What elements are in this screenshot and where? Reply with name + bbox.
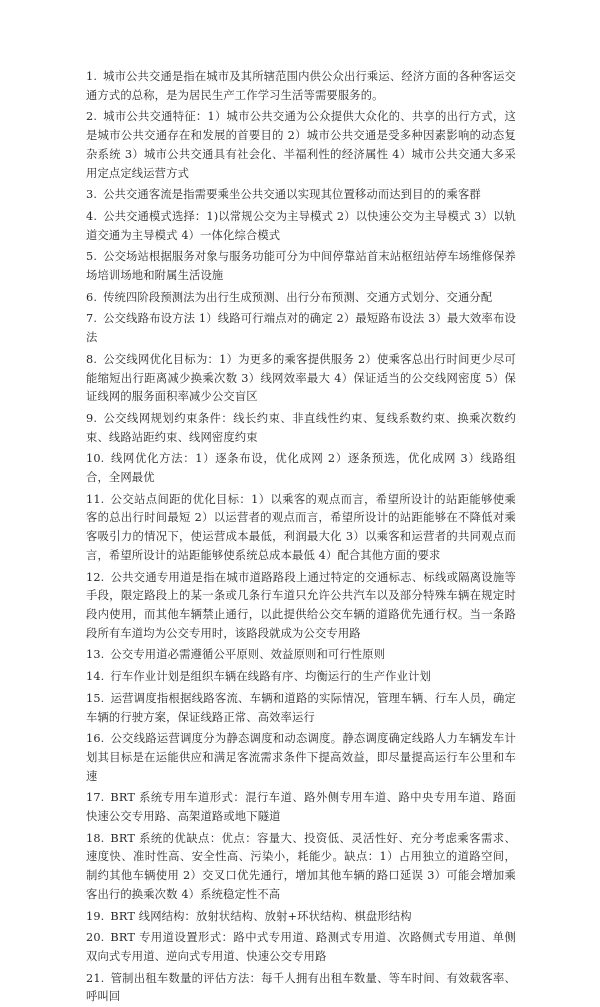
list-item xyxy=(86,248,516,285)
item-text: 公交线路运营调度分为静态调度和动态调度。静态调度确定线路人力车辆发车计划其目标是在运能供应和满足客流需求条件下提高效益，即尽量提高运行车公里和车速 xyxy=(86,732,516,783)
item-number: 12. xyxy=(86,570,105,584)
list-item xyxy=(86,690,516,727)
item-text: BRT 系统专用车道形式：混行车道、路外侧专用车道、路中央专用车道、路面快速公交专用路、高架道路或地下隧道 xyxy=(86,791,516,824)
list-item xyxy=(86,830,516,905)
list-item xyxy=(86,730,516,786)
item-number: 8. xyxy=(86,352,98,366)
list-item xyxy=(86,970,516,1007)
item-text: 公交站点间距的优化目标：1）以乘客的观点而言，希望所设计的站距能够使乘客的总出行时间最短 2）以运营者的观点而言，希望所设计的站距能够在不降低对乘客吸引力的情况下，使运营成本最低，利润最大化 3）以乘客和运营者的共同观点而言，希望所设计的站距能够使系统总成本最低 4）配合其他方面的要求 xyxy=(86,492,516,562)
list-item xyxy=(86,351,516,407)
item-number: 5. xyxy=(86,250,98,264)
item-number: 6. xyxy=(86,290,98,304)
item-text: BRT 专用道设置形式：路中式专用道、路测式专用道、次路侧式专用道、单侧双向式专用道、逆向式专用道、快速公交专用路 xyxy=(86,931,516,963)
item-number: 14. xyxy=(86,670,105,684)
item-number: 21. xyxy=(86,971,105,985)
item-number: 9. xyxy=(86,411,98,425)
list-item xyxy=(86,208,516,245)
item-text: 线网优化方法：1）逐条布设，优化成网 2）逐条预选，优化成网 3）线路组合，全网最优 xyxy=(86,452,516,485)
item-text: BRT 系统的优缺点：优点：容量大、投资低、灵活性好、充分考虑乘客需求、速度快、准时性高、安全性高、污染小，耗能少。缺点：1）占用独立的道路空间，制约其他车辆使用 2）交叉口优先通行，增加其他车辆的路口延误 3）可能会增加乘客出行的换乘次数 4）系统稳定性不高 xyxy=(86,831,516,901)
item-text: 传统四阶段预测法为出行生成预测、出行分布预测、交通方式划分、交通分配 xyxy=(103,290,493,304)
item-number: 16. xyxy=(86,732,105,746)
item-number: 4. xyxy=(86,209,98,223)
item-text: 公交场站根据服务对象与服务功能可分为中间停靠站首末站枢纽站停车场维修保养场培训场地和附属生活设施 xyxy=(86,250,516,283)
list-item xyxy=(86,668,516,687)
item-text: 行车作业计划是组织车辆在线路有序、均衡运行的生产作业计划 xyxy=(110,670,431,684)
item-number: 3. xyxy=(86,188,98,202)
item-number: 17. xyxy=(86,791,105,805)
list-item xyxy=(86,646,516,665)
list-item xyxy=(86,108,516,183)
item-number: 13. xyxy=(86,648,105,662)
item-text: 公交线网优化目标为：1）为更多的乘客提供服务 2）使乘客总出行时间更少尽可能缩短出行距离减少换乘次数 3）线网效率最大 4）保证适当的公交线网密度 5）保证线网的服务面积率减少公交盲区 xyxy=(86,352,516,404)
item-number: 1. xyxy=(86,70,98,83)
item-number: 7. xyxy=(86,312,98,326)
item-text: 公交线网规划约束条件：线长约束、非直线性约束、复线系数约束、换乘次数约束、线路站距约束、线网密度约束 xyxy=(86,411,516,444)
item-number: 20. xyxy=(86,931,105,945)
list-item xyxy=(86,491,516,566)
item-number: 2. xyxy=(86,110,98,124)
list-item xyxy=(86,186,516,205)
item-text: BRT 线网结构：放射状结构、放射+环状结构、棋盘形结构 xyxy=(110,909,412,923)
item-text: 城市公共交通特征：1）城市公共交通为公众提供大众化的、共享的出行方式，这是城市公共交通存在和发展的首要目的 2）城市公共交通是受多种因素影响的动态复杂系统 3）城市公共交通具有社会化、半福利性的经济属性 4）城市公共交通大多采用定点定线运营方式 xyxy=(86,110,516,180)
item-number: 10. xyxy=(86,452,105,466)
item-number: 19. xyxy=(86,909,105,923)
list-item xyxy=(86,289,516,308)
list-item xyxy=(86,68,516,105)
list-item xyxy=(86,789,516,826)
item-text: 公交线路布设方法 1）线路可行端点对的确定 2）最短路布设法 3）最大效率布设法 xyxy=(86,312,516,345)
list-item xyxy=(86,569,516,644)
item-text: 公共交通客流是指需要乘坐公共交通以实现其位置移动而达到目的的乘客群 xyxy=(103,188,481,202)
list-item xyxy=(86,310,516,347)
list-item xyxy=(86,450,516,487)
item-text: 城市公共交通是指在城市及其所辖范围内供公众出行乘运、经济方面的各种客运交通方式的总称，是为居民生产工作学习生活等需要服务的。 xyxy=(86,70,516,102)
item-text: 公交专用道必需遵循公平原则、效益原则和可行性原则 xyxy=(110,648,386,662)
item-number: 18. xyxy=(86,831,105,845)
list-item xyxy=(86,929,516,966)
item-text: 公共交通专用道是指在城市道路路段上通过特定的交通标志、标线或隔离设施等手段，限定路段上的某一条或几条行车道只允许公共汽车以及部分特殊车辆在规定时段内使用，而其他车辆禁止通行，以此提供给公交车辆的道路优先通行权。当一条路段所有车道均为公交专用时，该路段就成为公交专用路 xyxy=(86,570,516,640)
item-number: 11. xyxy=(86,492,105,506)
item-text: 公共交通模式选择：1)以常规公交为主导模式 2）以快速公交为主导模式 3）以轨道交通为主导模式 4）一体化综合模式 xyxy=(86,209,516,242)
item-text: 管制出租车数量的评估方法：每千人拥有出租车数量、等车时间、有效载客率、呼叫回 xyxy=(86,971,516,1004)
list-item xyxy=(86,410,516,447)
list-item xyxy=(86,908,516,927)
item-text: 运营调度指根据线路客流、车辆和道路的实际情况，管理车辆、行车人员，确定车辆的行驶方案，保证线路正常、高效率运行 xyxy=(86,691,516,724)
item-number: 15. xyxy=(86,691,105,705)
